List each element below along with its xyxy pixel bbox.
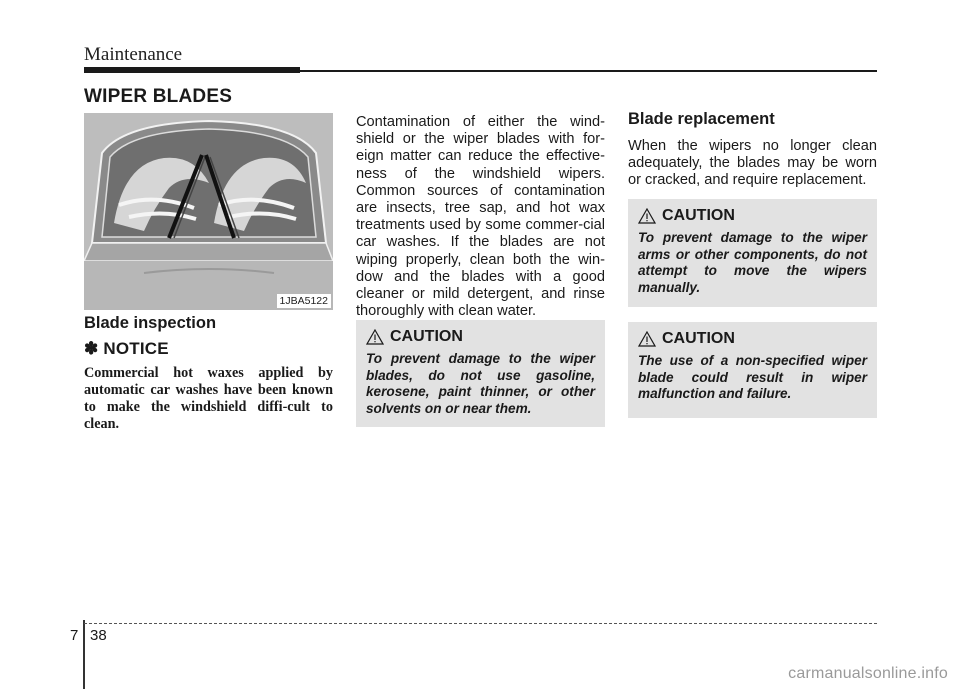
inspection-section [84,314,333,433]
replacement-text: When the wipers no longer clean adequately, the blades may be worn or cracked, and require replacement. [628,138,877,189]
windshield-drawing [84,113,333,310]
notice-text: Commercial hot waxes applied by automatic car washes have been known to make the windshield diffi-cult to clean. [84,365,333,432]
caution-text: To prevent damage to the wiper arms or other components, do not attempt to move the wipers manually. [638,230,867,295]
caution-box-non-specified [628,322,877,418]
warning-triangle-icon [638,208,656,224]
warning-triangle-icon [638,331,656,347]
header-rule-thin [300,70,877,72]
caution-text: To prevent damage to the wiper blades, do not use gasoline, kerosene, paint thinner, or other solvents on or near them. [366,351,595,416]
contamination-text: Contamination of either the wind-shield or the wiper blades with for-eign matter can reduce the effective-ness of the windshield wipers. Common sources of contamination are insects, tree sap, and hot wax treatments used by some commer-cial car washes. If the blades are not wiping properly, clean both the win-dow and the blades with a good cleaner or mild detergent, and rinse thoroughly with clean water. [356,114,605,320]
figure-code: 1JBA5122 [277,294,331,308]
wiper-illustration [84,113,333,310]
header-title: Maintenance [84,44,183,65]
contamination-section [356,114,605,320]
replacement-heading: Blade replacement [628,110,775,128]
header-rule-thick [84,67,300,73]
caution-header [638,330,867,348]
footer-rule-vertical [83,620,85,689]
caution-text: The use of a non-specified wiper blade could result in wiper malfunction and failure. [638,353,867,402]
caution-title: CAUTION [390,328,463,345]
replacement-section [628,110,877,190]
warning-triangle-icon [366,329,384,345]
caution-box-solvents [356,320,605,427]
caution-header [638,207,867,225]
caution-title: CAUTION [662,330,735,347]
caution-box-wiper-arms [628,199,877,307]
notice-label: ✽ NOTICE [84,339,169,358]
chapter-number: 7 [70,627,79,644]
footer-rule-horizontal [84,623,877,624]
caution-title: CAUTION [662,207,735,224]
section-title: WIPER BLADES [84,86,233,107]
page-number: 38 [90,627,107,644]
caution-header [366,328,595,346]
watermark: carmanualsonline.info [788,665,948,682]
inspection-heading: Blade inspection [84,314,217,332]
